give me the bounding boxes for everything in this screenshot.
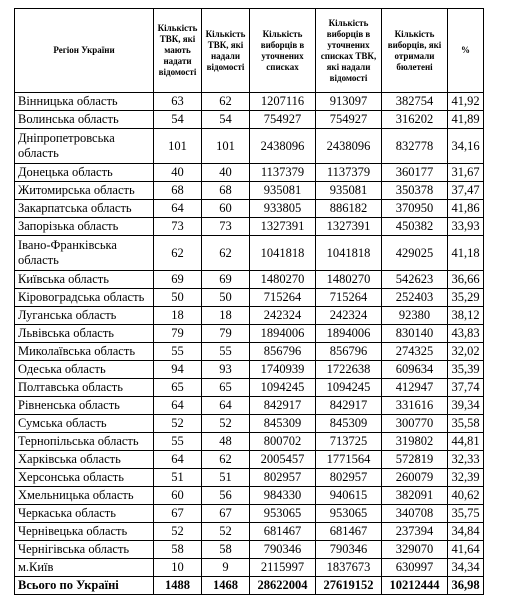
row-ballots: 316202 (382, 111, 448, 129)
row-tvk-due: 10 (154, 559, 202, 577)
row-tvk-due: 50 (154, 289, 202, 307)
row-percent: 32,39 (448, 469, 484, 487)
table-row (15, 164, 484, 182)
row-voters-reported: 935081 (316, 182, 382, 200)
row-voters: 1480270 (250, 271, 316, 289)
table-row (15, 111, 484, 129)
row-tvk-due: 55 (154, 343, 202, 361)
table-row (15, 397, 484, 415)
table-row (15, 541, 484, 559)
row-percent: 32,33 (448, 451, 484, 469)
row-percent: 37,47 (448, 182, 484, 200)
row-voters: 790346 (250, 541, 316, 559)
row-ballots: 329070 (382, 541, 448, 559)
total-voters-reported: 27619152 (316, 577, 382, 595)
table-row (15, 487, 484, 505)
row-percent: 35,29 (448, 289, 484, 307)
row-tvk-due: 58 (154, 541, 202, 559)
row-voters-reported: 953065 (316, 505, 382, 523)
row-ballots: 252403 (382, 289, 448, 307)
row-region: Житомирська область (15, 182, 154, 200)
row-tvk-done: 69 (202, 271, 250, 289)
row-voters: 754927 (250, 111, 316, 129)
row-region: Львівська область (15, 325, 154, 343)
row-tvk-done: 67 (202, 505, 250, 523)
table-row (15, 505, 484, 523)
table-row (15, 415, 484, 433)
row-percent: 38,12 (448, 307, 484, 325)
row-ballots: 260079 (382, 469, 448, 487)
row-voters: 933805 (250, 200, 316, 218)
table-row (15, 129, 484, 164)
table-row (15, 289, 484, 307)
row-percent: 34,84 (448, 523, 484, 541)
row-voters-reported: 802957 (316, 469, 382, 487)
row-tvk-due: 55 (154, 433, 202, 451)
row-tvk-done: 54 (202, 111, 250, 129)
row-voters-reported: 1041818 (316, 236, 382, 271)
table-row (15, 469, 484, 487)
row-ballots: 429025 (382, 236, 448, 271)
table-row (15, 559, 484, 577)
row-tvk-done: 56 (202, 487, 250, 505)
row-voters-reported: 715264 (316, 289, 382, 307)
row-tvk-done: 48 (202, 433, 250, 451)
total-percent: 36,98 (448, 577, 484, 595)
row-voters-reported: 1771564 (316, 451, 382, 469)
row-voters: 842917 (250, 397, 316, 415)
row-percent: 41,92 (448, 93, 484, 111)
row-region: Волинська область (15, 111, 154, 129)
row-percent: 37,74 (448, 379, 484, 397)
table-row (15, 379, 484, 397)
row-voters: 715264 (250, 289, 316, 307)
row-tvk-due: 94 (154, 361, 202, 379)
row-percent: 35,39 (448, 361, 484, 379)
row-voters-reported: 1137379 (316, 164, 382, 182)
row-percent: 33,93 (448, 218, 484, 236)
total-tvk-due: 1488 (154, 577, 202, 595)
row-voters-reported: 790346 (316, 541, 382, 559)
header-percent: % (448, 9, 484, 93)
row-ballots: 92380 (382, 307, 448, 325)
table-row (15, 271, 484, 289)
row-ballots: 412947 (382, 379, 448, 397)
row-tvk-due: 18 (154, 307, 202, 325)
row-tvk-done: 40 (202, 164, 250, 182)
row-percent: 34,16 (448, 129, 484, 164)
table-row (15, 200, 484, 218)
row-voters-reported: 842917 (316, 397, 382, 415)
row-region: Чернівецька область (15, 523, 154, 541)
row-tvk-done: 79 (202, 325, 250, 343)
row-tvk-due: 52 (154, 523, 202, 541)
row-percent: 40,62 (448, 487, 484, 505)
row-tvk-done: 58 (202, 541, 250, 559)
row-voters-reported: 1837673 (316, 559, 382, 577)
row-region: Полтавська область (15, 379, 154, 397)
row-tvk-due: 52 (154, 415, 202, 433)
row-tvk-done: 93 (202, 361, 250, 379)
row-tvk-due: 63 (154, 93, 202, 111)
row-region: Сумська область (15, 415, 154, 433)
row-voters: 1207116 (250, 93, 316, 111)
row-percent: 35,75 (448, 505, 484, 523)
row-tvk-due: 68 (154, 182, 202, 200)
row-voters: 935081 (250, 182, 316, 200)
row-tvk-due: 54 (154, 111, 202, 129)
row-region: Хмельницька область (15, 487, 154, 505)
row-percent: 43,83 (448, 325, 484, 343)
header-voters: Кількість виборців в уточнених списках (250, 9, 316, 93)
row-percent: 39,34 (448, 397, 484, 415)
header-region: Регіон України (15, 9, 154, 93)
row-voters: 681467 (250, 523, 316, 541)
row-voters: 2115997 (250, 559, 316, 577)
row-tvk-due: 40 (154, 164, 202, 182)
row-tvk-done: 60 (202, 200, 250, 218)
row-voters: 800702 (250, 433, 316, 451)
row-percent: 35,58 (448, 415, 484, 433)
row-tvk-done: 18 (202, 307, 250, 325)
row-voters: 1894006 (250, 325, 316, 343)
row-tvk-due: 67 (154, 505, 202, 523)
row-percent: 44,81 (448, 433, 484, 451)
row-ballots: 572819 (382, 451, 448, 469)
row-voters-reported: 1894006 (316, 325, 382, 343)
row-ballots: 237394 (382, 523, 448, 541)
row-tvk-due: 65 (154, 379, 202, 397)
row-region: Миколаївська область (15, 343, 154, 361)
table-row (15, 343, 484, 361)
row-ballots: 450382 (382, 218, 448, 236)
row-tvk-done: 52 (202, 415, 250, 433)
row-ballots: 331616 (382, 397, 448, 415)
row-tvk-done: 9 (202, 559, 250, 577)
table-row (15, 93, 484, 111)
row-voters: 2005457 (250, 451, 316, 469)
row-voters-reported: 1722638 (316, 361, 382, 379)
row-ballots: 319802 (382, 433, 448, 451)
row-region: Харківська область (15, 451, 154, 469)
row-voters-reported: 940615 (316, 487, 382, 505)
row-voters-reported: 913097 (316, 93, 382, 111)
row-voters: 1740939 (250, 361, 316, 379)
row-percent: 41,64 (448, 541, 484, 559)
header-ballots: Кількість виборців, які отримали бюлетені (382, 9, 448, 93)
row-region: Луганська область (15, 307, 154, 325)
row-tvk-due: 51 (154, 469, 202, 487)
table-row (15, 451, 484, 469)
total-voters: 28622004 (250, 577, 316, 595)
row-tvk-due: 60 (154, 487, 202, 505)
row-voters: 984330 (250, 487, 316, 505)
total-row (15, 577, 484, 595)
table-row (15, 307, 484, 325)
row-region: Рівненська область (15, 397, 154, 415)
turnout-table (14, 8, 484, 595)
row-tvk-done: 62 (202, 451, 250, 469)
row-tvk-due: 64 (154, 200, 202, 218)
row-region: Дніпропетровська область (15, 129, 154, 164)
table-row (15, 182, 484, 200)
row-voters: 1137379 (250, 164, 316, 182)
table-row (15, 361, 484, 379)
row-voters: 1327391 (250, 218, 316, 236)
table-row (15, 218, 484, 236)
row-region: Закарпатська область (15, 200, 154, 218)
total-region: Всього по Україні (15, 577, 154, 595)
row-voters-reported: 754927 (316, 111, 382, 129)
row-voters: 2438096 (250, 129, 316, 164)
header-tvk-done: Кількість ТВК, які надали відомості (202, 9, 250, 93)
row-voters: 856796 (250, 343, 316, 361)
row-percent: 34,34 (448, 559, 484, 577)
table-row (15, 433, 484, 451)
table-row (15, 236, 484, 271)
row-tvk-done: 52 (202, 523, 250, 541)
row-voters: 1041818 (250, 236, 316, 271)
row-ballots: 360177 (382, 164, 448, 182)
row-percent: 31,67 (448, 164, 484, 182)
row-region: Київська область (15, 271, 154, 289)
row-voters-reported: 2438096 (316, 129, 382, 164)
row-voters-reported: 886182 (316, 200, 382, 218)
row-percent: 32,02 (448, 343, 484, 361)
row-ballots: 832778 (382, 129, 448, 164)
row-voters-reported: 856796 (316, 343, 382, 361)
row-region: Івано-Франківська область (15, 236, 154, 271)
row-ballots: 382091 (382, 487, 448, 505)
row-voters-reported: 1480270 (316, 271, 382, 289)
row-voters-reported: 242324 (316, 307, 382, 325)
row-region: м.Київ (15, 559, 154, 577)
row-voters-reported: 713725 (316, 433, 382, 451)
table-row (15, 325, 484, 343)
row-tvk-done: 73 (202, 218, 250, 236)
row-ballots: 300770 (382, 415, 448, 433)
row-percent: 41,89 (448, 111, 484, 129)
row-region: Тернопільська область (15, 433, 154, 451)
row-region: Донецька область (15, 164, 154, 182)
row-ballots: 609634 (382, 361, 448, 379)
row-tvk-due: 73 (154, 218, 202, 236)
row-ballots: 340708 (382, 505, 448, 523)
row-tvk-due: 64 (154, 451, 202, 469)
row-ballots: 350378 (382, 182, 448, 200)
row-voters: 802957 (250, 469, 316, 487)
row-tvk-due: 69 (154, 271, 202, 289)
row-tvk-done: 55 (202, 343, 250, 361)
row-voters: 953065 (250, 505, 316, 523)
row-percent: 36,66 (448, 271, 484, 289)
row-percent: 41,18 (448, 236, 484, 271)
total-ballots: 10212444 (382, 577, 448, 595)
row-region: Вінницька область (15, 93, 154, 111)
header-tvk-due: Кількість ТВК, які мають надати відомості (154, 9, 202, 93)
row-voters-reported: 681467 (316, 523, 382, 541)
row-ballots: 370950 (382, 200, 448, 218)
row-tvk-due: 101 (154, 129, 202, 164)
row-tvk-done: 62 (202, 236, 250, 271)
row-tvk-done: 64 (202, 397, 250, 415)
table-row (15, 523, 484, 541)
row-tvk-due: 64 (154, 397, 202, 415)
row-region: Чернігівська область (15, 541, 154, 559)
row-voters-reported: 1094245 (316, 379, 382, 397)
row-tvk-due: 62 (154, 236, 202, 271)
row-region: Херсонська область (15, 469, 154, 487)
total-tvk-done: 1468 (202, 577, 250, 595)
row-voters-reported: 1327391 (316, 218, 382, 236)
row-ballots: 542623 (382, 271, 448, 289)
row-ballots: 274325 (382, 343, 448, 361)
row-region: Одеська область (15, 361, 154, 379)
row-tvk-done: 50 (202, 289, 250, 307)
header-row (15, 9, 484, 93)
row-region: Запорізька область (15, 218, 154, 236)
row-ballots: 382754 (382, 93, 448, 111)
row-region: Кіровоградська область (15, 289, 154, 307)
row-tvk-done: 101 (202, 129, 250, 164)
row-tvk-due: 79 (154, 325, 202, 343)
row-tvk-done: 65 (202, 379, 250, 397)
row-voters: 1094245 (250, 379, 316, 397)
row-ballots: 830140 (382, 325, 448, 343)
row-tvk-done: 62 (202, 93, 250, 111)
row-ballots: 630997 (382, 559, 448, 577)
row-voters-reported: 845309 (316, 415, 382, 433)
row-tvk-done: 51 (202, 469, 250, 487)
row-tvk-done: 68 (202, 182, 250, 200)
row-voters: 242324 (250, 307, 316, 325)
row-percent: 41,86 (448, 200, 484, 218)
row-voters: 845309 (250, 415, 316, 433)
header-voters-reported: Кількість виборців в уточнених списках ТВК, які надали відомості (316, 9, 382, 93)
row-region: Черкаська область (15, 505, 154, 523)
